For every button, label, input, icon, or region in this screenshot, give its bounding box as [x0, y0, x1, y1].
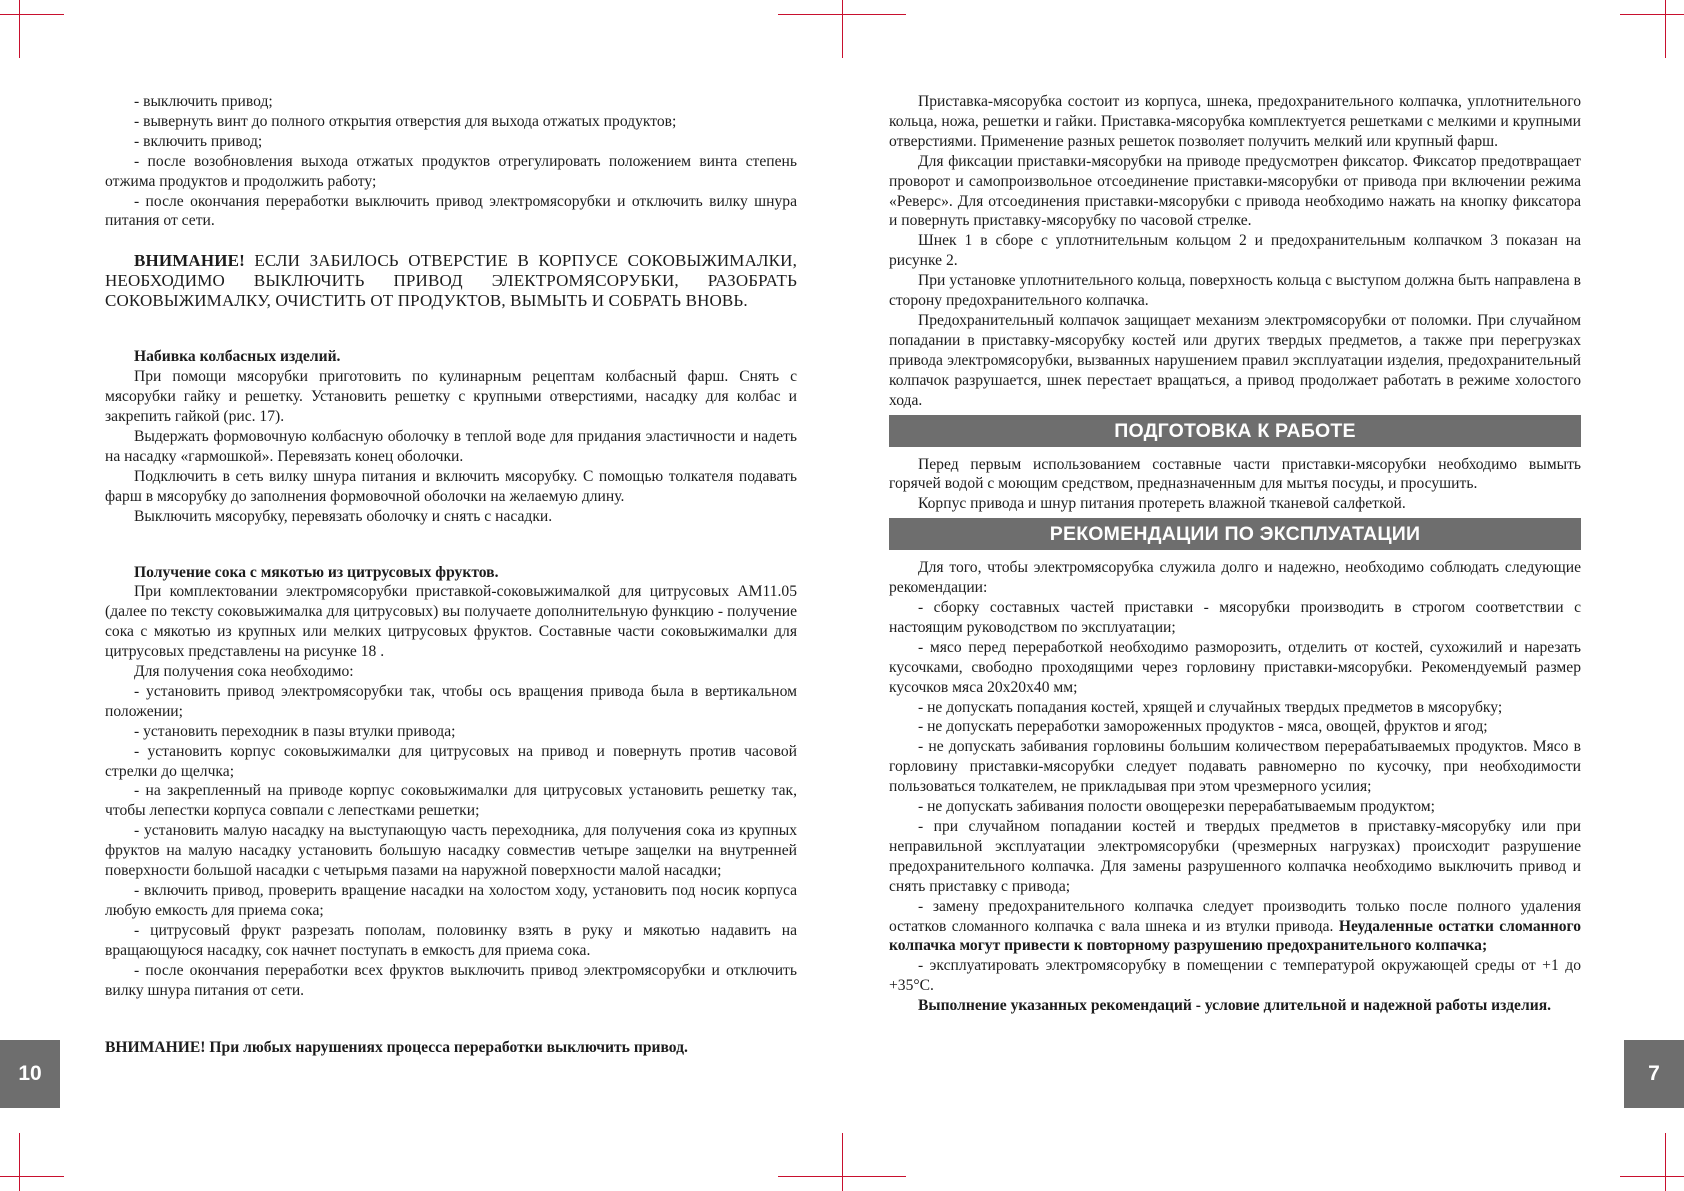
list-item: - при случайном попадании костей и твердых предметов в приставку-мясорубку или при неправильной эксплуатации электромясорубки (чрезмерных нагрузках) происходит разрушение предохранительного колпачка. Для замены разрушенного колпачка необходимо выключить привод и снять приставку с привода;	[889, 818, 1581, 895]
warning-block: ВНИМАНИЕ! При любых нарушениях процесса переработки выключить привод.	[105, 1039, 688, 1057]
paragraph: При помощи мясорубки приготовить по кулинарным рецептам колбасный фарш. Снять с мясорубки гайку и решетку. Установить решетку с крупными отверстиями, насадку для колбас и закрепить гайкой (рис. 17).	[105, 368, 797, 426]
crop-mark	[1665, 0, 1666, 58]
section-heading: Получение сока с мякотью из цитрусовых фруктов.	[134, 563, 499, 581]
left-page-text	[105, 92, 797, 1058]
crop-mark	[0, 14, 64, 15]
paragraph: Перед первым использованием составные части приставки-мясорубки необходимо вымыть горячей водой с моющим средством, предназначенным для мытья посуды, и просушить.	[889, 455, 1581, 493]
crop-mark	[1620, 1176, 1684, 1177]
list-item: - установить корпус соковыжималки для цитрусовых на привод и повернуть против часовой стрелки до щелчка;	[105, 742, 797, 780]
list-item: - мясо перед переработкой необходимо разморозить, отделить от костей, сухожилий и нарезать кусочками, свободно проходящими через горловину приставки-мясорубки. Рекомендуемый размер кусочков мяса 20х20х40 мм;	[889, 638, 1581, 696]
list-item: - установить привод электромясорубки так, чтобы ось вращения привода была в вертикальном положении;	[105, 682, 797, 720]
list-item: - не допускать попадания костей, хрящей и случайных твердых предметов в мясорубку;	[918, 698, 1503, 716]
paragraph: Предохранительный колпачок защищает механизм электромясорубки от поломки. При случайном попадании в приставку-мясорубку костей или других твердых предметов, а также при перегрузках привода электромясорубки, вызванных нарушением правил эксплуатации изделия, предохранительный колпачок разрушается, шнек перестает вращаться, а привод продолжает работать в режиме холостого хода.	[889, 311, 1581, 409]
right-page-text	[889, 92, 1581, 1016]
paragraph: Шнек 1 в сборе с уплотнительным кольцом 2 и предохранительным колпачком 3 показан на рисунке 2.	[889, 232, 1581, 270]
paragraph: Для фиксации приставки-мясорубки на приводе предусмотрен фиксатор. Фиксатор предотвращает проворот и самопроизвольное отсоединение приставки-мясорубки от привода при включении режима «Реверс». Для отсоединения приставки-мясорубки с привода необходимо нажать на кнопку фиксатора и повернуть приставку-мясорубку по часовой стрелке.	[889, 152, 1581, 230]
list-item: - после окончания переработки выключить привод электромясорубки и отключить вилку шнура питания от сети.	[105, 192, 797, 230]
paragraph: Для получения сока необходимо:	[134, 663, 354, 681]
paragraph: Корпус привода и шнур питания протереть влажной тканевой салфеткой.	[918, 495, 1406, 513]
list-item: - цитрусовый фрукт разрезать пополам, половинку взять в руку и мякотью надавить на вращающуюся насадку, сок начнет поступать в емкость для приема сока.	[105, 921, 797, 959]
paragraph: Для того, чтобы электромясорубка служила долго и надежно, необходимо соблюдать следующие рекомендации:	[889, 559, 1581, 597]
list-item: - не допускать забивания горловины большим количеством перерабатываемых продуктов. Мясо в горловину приставки-мясорубки следует подавать равномерно по кусочку, при необходимости пользоваться толкателем, не прикладывая при этом чрезмерного усилия;	[889, 738, 1581, 796]
warning-text: ЕСЛИ ЗАБИЛОСЬ ОТВЕРСТИЕ В КОРПУСЕ СОКОВЫЖИМАЛКИ, НЕОБХОДИМО ВЫКЛЮЧИТЬ ПРИВОД ЭЛЕКТРОМЯСОРУБКИ, РАЗОБРАТЬ СОКОВЫЖИМАЛКУ, ОЧИСТИТЬ ОТ ПРОДУКТОВ, ВЫМЫТЬ И СОБРАТЬ ВНОВЬ.	[105, 251, 797, 311]
list-item: - после окончания переработки всех фруктов выключить привод электромясорубки и отключить вилку шнура питания от сети.	[105, 961, 797, 999]
conclusion: Выполнение указанных рекомендаций - условие длительной и надежной работы изделия.	[918, 997, 1552, 1015]
section-header-recommendations: РЕКОМЕНДАЦИИ ПО ЭКСПЛУАТАЦИИ	[889, 518, 1581, 550]
crop-mark	[1665, 1133, 1666, 1191]
crop-mark	[842, 1133, 843, 1191]
list-item: - вывернуть винт до полного открытия отверстия для выхода отжатых продуктов;	[134, 112, 677, 130]
section-heading: Набивка колбасных изделий.	[134, 348, 341, 366]
list-item: - на закрепленный на приводе корпус соковыжималки для цитрусовых установить решетку так, чтобы лепестки корпуса совпали с лепестками решетки;	[105, 782, 797, 820]
list-item: - после возобновления выхода отжатых продуктов отрегулировать положением винта степень отжима продуктов и продолжить работу;	[105, 152, 797, 190]
crop-mark	[842, 0, 843, 58]
paragraph: Выдержать формовочную колбасную оболочку в теплой воде для придания эластичности и надеть на насадку «гармошкой». Перевязать конец оболочки.	[105, 427, 797, 465]
paragraph: Подключить в сеть вилку шнура питания и включить мясорубку. С помощью толкателя подавать фарш в мясорубку до заполнения формовочной оболочки на желаемую длину.	[105, 467, 797, 505]
crop-mark	[0, 1176, 64, 1177]
page-number-right: 7	[1624, 1040, 1684, 1108]
list-item: - установить малую насадку на выступающую часть переходника, для получения сока из крупных фруктов на малую насадку установить большую насадку совместив четыре защелки на внутренней поверхности большой насадки с четырьмя пазами на наружной поверхности малой насадки;	[105, 822, 797, 880]
paragraph: Приставка-мясорубка состоит из корпуса, шнека, предохранительного колпачка, уплотнительного кольца, ножа, решетки и гайки. Приставка-мясорубка комплектуется решетками с мелкими и крупными отверстиями. Применение разных решеток позволяет получить мелкий или крупный фарш.	[889, 93, 1581, 150]
paragraph: При установке уплотнительного кольца, поверхность кольца с выступом должна быть направлена в сторону предохранительного колпачка.	[889, 272, 1581, 310]
list-item: - включить привод;	[134, 132, 263, 150]
list-item: - установить переходник в пазы втулки привода;	[134, 722, 456, 740]
crop-mark	[1620, 14, 1684, 15]
warning-label: ВНИМАНИЕ!	[134, 251, 245, 271]
list-item: - замену предохранительного колпачка следует производить только после полного удаления остатков сломанного колпачка с вала шнека и из втулки привода. Неудаленные остатки сломанного колпачка могут привести к повторному разрушению предохранительного колпачка;	[889, 897, 1581, 955]
list-item: - сборку составных частей приставки - мясорубки производить в строгом соответствии с настоящим руководством по эксплуатации;	[889, 599, 1581, 636]
paragraph: При комплектовании электромясорубки приставкой-соковыжималкой для цитрусовых AM11.05 (далее по тексту соковыжималка для цитрусовых) вы получаете дополнительную функцию - получение сока с мякотью из крупных или мелких цитрусовых фруктов. Составные части соковыжималки для цитрусовых представлены на рисунке 18 .	[105, 583, 797, 661]
crop-mark	[19, 0, 20, 58]
section-header-preparation: ПОДГОТОВКА К РАБОТЕ	[889, 415, 1581, 447]
crop-mark	[19, 1133, 20, 1191]
page-number-left: 10	[0, 1040, 60, 1108]
list-item: - не допускать переработки замороженных продуктов - мяса, овощей, фруктов и ягод;	[918, 718, 1488, 736]
list-item: - эксплуатировать электромясорубку в помещении с температурой окружающей среды от +1 до +35°С.	[889, 957, 1581, 995]
warning-block	[105, 251, 797, 311]
list-item: - выключить привод;	[134, 93, 273, 110]
paragraph: Выключить мясорубку, перевязать оболочку и снять с насадки.	[134, 507, 553, 525]
list-item: - включить привод, проверить вращение насадки на холостом ходу, установить под носик корпуса любую емкость для приема сока;	[105, 882, 797, 919]
list-item: - не допускать забивания полости овощерезки перерабатываемым продуктом;	[918, 798, 1435, 816]
